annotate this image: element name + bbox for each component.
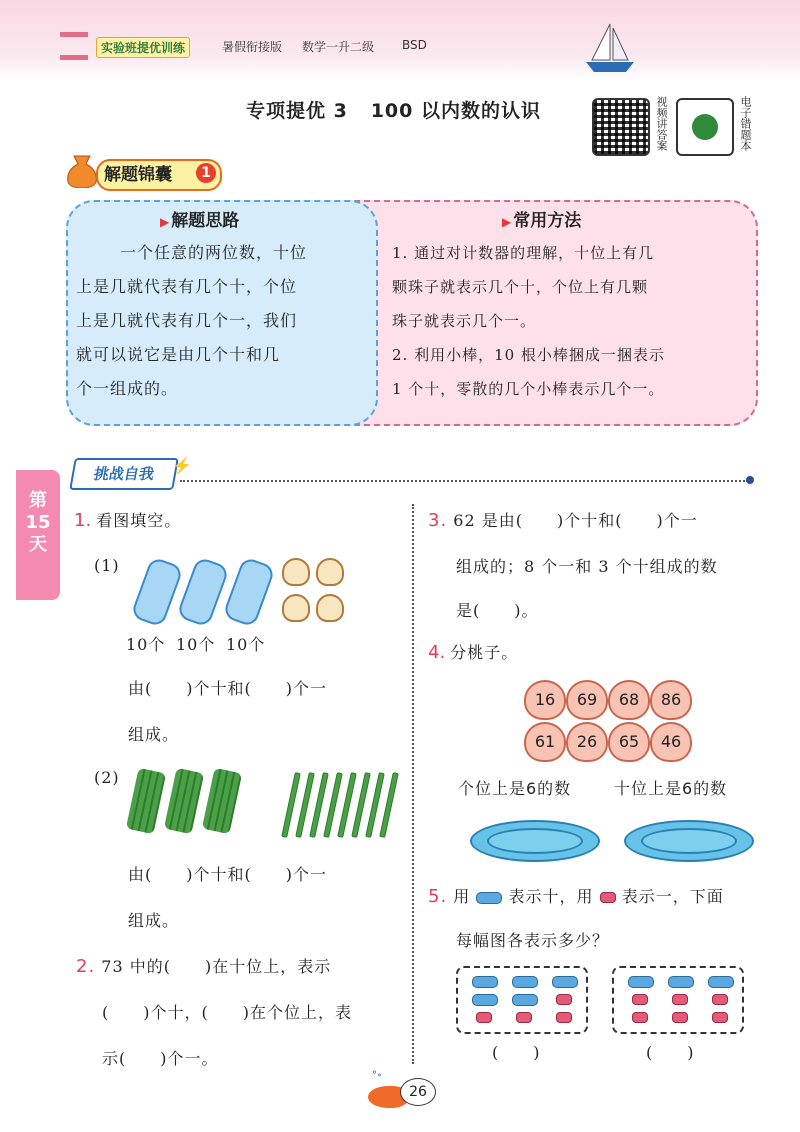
day-tab-line: 第 — [29, 490, 47, 511]
shuttlecock-tube-icon — [130, 556, 184, 628]
thinking-line: 上是几就代表有几个一，我们 — [76, 311, 298, 330]
big-candy-icon — [476, 892, 502, 904]
peach-icon[interactable]: 26 — [566, 722, 608, 762]
triangle-icon: ▶ — [160, 215, 170, 229]
q1-part2-line2: 组成。 — [128, 911, 180, 930]
shuttlecock-tube-icon — [222, 556, 276, 628]
big-candy-icon — [512, 976, 538, 988]
small-candy-icon — [632, 994, 648, 1005]
divider-end-dot — [746, 476, 754, 484]
big-candy-icon — [472, 976, 498, 988]
stick-bundle-icon — [132, 770, 160, 832]
question-4-header — [428, 640, 518, 663]
tube-count: 10个 — [226, 635, 266, 654]
question-3[interactable] — [428, 508, 698, 531]
section-divider — [180, 480, 748, 482]
question-5-line1 — [428, 884, 724, 907]
thinking-heading-text: 解题思路 — [171, 211, 240, 231]
small-candy-icon — [712, 994, 728, 1005]
title-prefix: 专项提优 3 — [246, 100, 348, 122]
thinking-paragraph — [76, 236, 368, 406]
question-1-text: 看图填空。 — [96, 511, 182, 530]
methods-line: 1. 通过对计数器的理解，十位上有几 — [392, 244, 655, 262]
watermelon-icon — [692, 114, 718, 140]
candy-box-left — [456, 966, 588, 1034]
thinking-line: 一个任意的两位数，十位 — [120, 243, 308, 262]
tube-count: 10个 — [176, 635, 216, 654]
thinking-line: 个一组成的。 — [76, 379, 179, 398]
small-candy-icon — [476, 1012, 492, 1023]
methods-heading — [502, 206, 581, 231]
publisher-label: BSD — [402, 38, 427, 52]
page-number: 26 — [400, 1078, 436, 1106]
wrongbook-qr-label: 电子错题本 — [739, 96, 752, 151]
question-5-line2: 每幅图各表示多少？ — [456, 931, 610, 950]
question-2-line: 73 中的( )在十位上，表示 — [101, 957, 332, 976]
edition-label: 暑假衔接版 — [222, 40, 283, 54]
big-candy-icon — [512, 994, 538, 1006]
question-1-number: 1. — [74, 510, 92, 531]
small-candy-icon — [516, 1012, 532, 1023]
stick-bundle-icon — [208, 770, 236, 832]
small-candy-icon — [556, 1012, 572, 1023]
title-topic: 100 以内数的认识 — [370, 100, 541, 122]
page-title — [246, 96, 541, 123]
peach-icon[interactable]: 86 — [650, 680, 692, 720]
question-3-line: 组成的；8 个一和 3 个十组成的数 — [456, 557, 718, 576]
small-candy-icon — [672, 994, 688, 1005]
methods-paragraph — [392, 236, 748, 406]
small-candy-icon — [712, 1012, 728, 1023]
methods-line: 2. 利用小棒，10 根小棒捆成一捆表示 — [392, 346, 665, 364]
methods-line: 颗珠子就表示几个十，个位上有几颗 — [392, 278, 649, 296]
small-candy-icon — [600, 892, 616, 903]
day-tab — [16, 470, 60, 600]
subject-label: 数学一升二级 — [302, 40, 375, 54]
big-candy-icon — [552, 976, 578, 988]
kit-title: 解题锦囊 — [104, 165, 172, 185]
shuttlecock-icon — [316, 558, 344, 586]
big-candy-icon — [628, 976, 654, 988]
q1-part1-blank-line[interactable]: 由( )个十和( )个一 — [128, 679, 327, 698]
video-qr-code[interactable] — [592, 98, 650, 156]
plate-left-rim — [487, 828, 583, 854]
methods-line: 珠子就表示几个一。 — [392, 312, 537, 330]
question-1-header — [74, 508, 181, 531]
sailboat-icon — [580, 20, 640, 76]
peach-icon[interactable]: 46 — [650, 722, 692, 762]
question-3-number: 3. — [428, 510, 448, 531]
q5-answer-right[interactable]: ( ) — [646, 1043, 695, 1062]
peach-icon[interactable]: 68 — [608, 680, 650, 720]
peach-icon[interactable]: 61 — [524, 722, 566, 762]
plate-left-label: 个位上是6的数 — [458, 779, 572, 798]
question-4-text: 分桃子。 — [450, 643, 519, 662]
methods-line: 1 个十，零散的几个小棒表示几个一。 — [392, 380, 665, 398]
q1-part1-label: (1) — [94, 556, 120, 575]
tube-count: 10个 — [126, 635, 166, 654]
question-2-line[interactable]: 示( )个一。 — [102, 1049, 219, 1068]
candy-box-right — [612, 966, 744, 1034]
small-candy-icon — [632, 1012, 648, 1023]
plate-right-label: 十位上是6的数 — [614, 779, 728, 798]
big-candy-icon — [708, 976, 734, 988]
column-divider — [412, 504, 414, 1064]
question-2-line[interactable]: ( )个十，( )在个位上，表 — [102, 1003, 352, 1022]
question-2[interactable] — [76, 954, 331, 977]
q1-part2-label: (2) — [94, 768, 120, 787]
thinking-line: 就可以说它是由几个十和几 — [76, 345, 281, 364]
wrongbook-qr-code[interactable] — [676, 98, 734, 156]
kit-number-badge: 1 — [196, 163, 216, 183]
triangle-icon: ▶ — [502, 215, 512, 229]
day-tab-number: 15 — [25, 512, 51, 533]
thinking-line: 上是几就代表有几个十，个位 — [76, 277, 298, 296]
shuttlecock-icon — [316, 594, 344, 622]
shuttlecock-icon — [282, 558, 310, 586]
question-4-number: 4. — [428, 642, 446, 663]
q5-answer-left[interactable]: ( ) — [492, 1043, 541, 1062]
thinking-heading — [160, 206, 239, 231]
question-5-text: 表示十，用 — [508, 887, 594, 906]
day-tab-line: 天 — [29, 534, 47, 555]
challenge-label: 挑战自我 — [69, 458, 179, 490]
q1-part2-blank-line[interactable]: 由( )个十和( )个一 — [128, 865, 327, 884]
peach-icon[interactable]: 16 — [524, 680, 566, 720]
plate-right-rim — [641, 828, 737, 854]
lightning-icon: ⚡ — [172, 456, 192, 475]
question-5-text: 用 — [453, 887, 471, 906]
stick-bundle-icon — [170, 770, 198, 832]
shuttlecock-tube-icon — [176, 556, 230, 628]
shuttlecock-icon — [282, 594, 310, 622]
big-candy-icon — [472, 994, 498, 1006]
peach-icon[interactable]: 69 — [566, 680, 608, 720]
small-candy-icon — [556, 994, 572, 1005]
methods-heading-text: 常用方法 — [513, 211, 582, 231]
question-5-number: 5. — [428, 886, 448, 907]
question-2-number: 2. — [76, 956, 96, 977]
question-3-line[interactable]: 是( )。 — [456, 601, 539, 620]
money-bag-icon — [64, 150, 100, 188]
bubbles-icon: °∘ — [372, 1070, 382, 1081]
q1-part1-line2: 组成。 — [128, 725, 180, 744]
small-candy-icon — [672, 1012, 688, 1023]
video-qr-label: 视频讲答案 — [655, 96, 668, 151]
big-candy-icon — [668, 976, 694, 988]
question-5-text: 表示一，下面 — [621, 887, 724, 906]
question-3-line: 62 是由( )个十和( )个一 — [453, 511, 698, 530]
series-logo-icon — [60, 32, 88, 60]
peach-icon[interactable]: 65 — [608, 722, 650, 762]
series-badge: 实验班提优训练 — [96, 37, 190, 58]
